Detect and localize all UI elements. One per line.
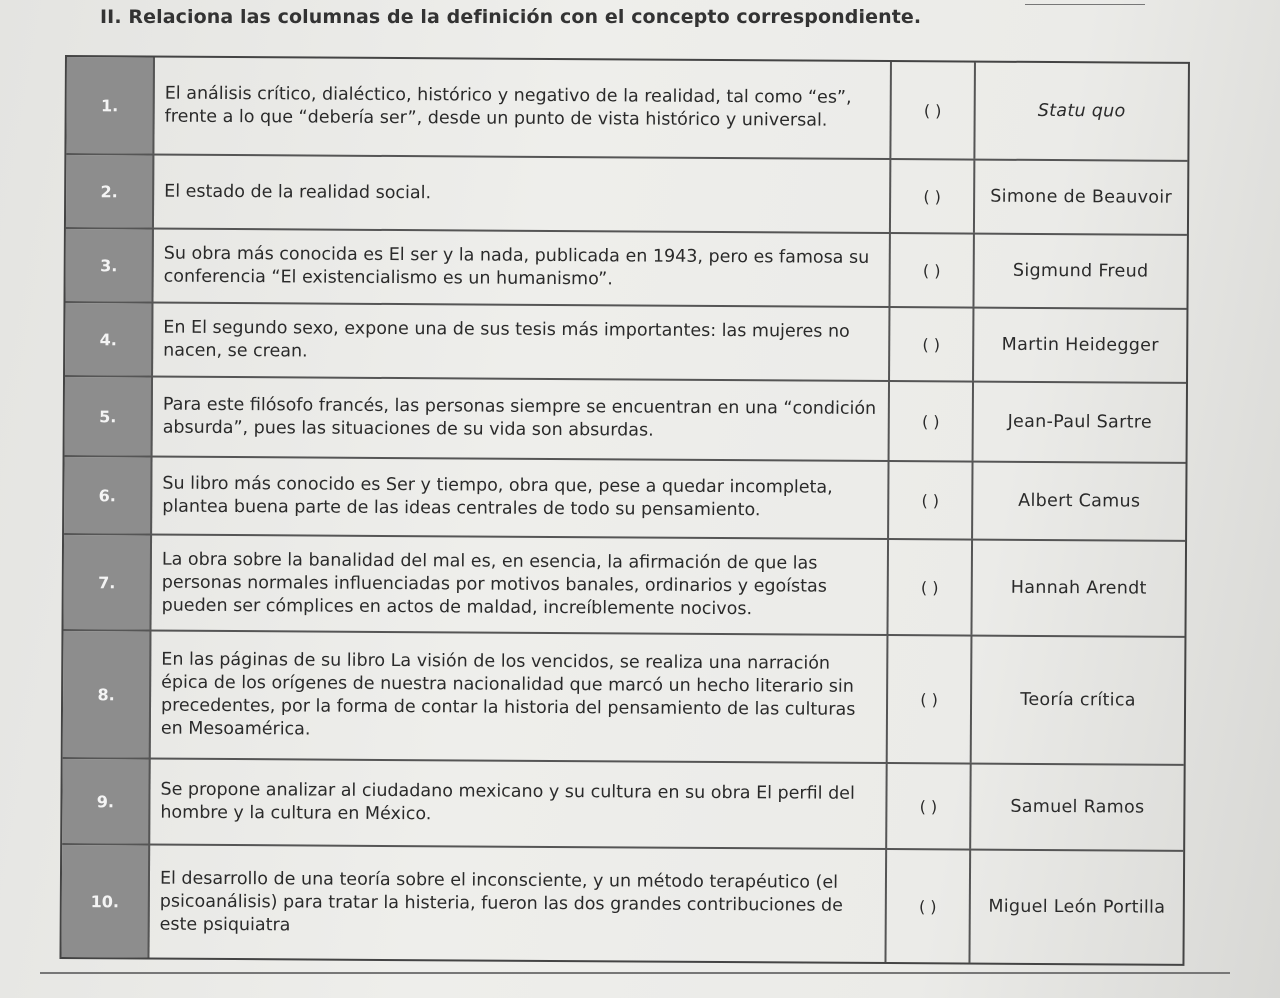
- table-row: [61, 845, 1183, 964]
- matching-table: [59, 55, 1190, 966]
- definition-text: Se propone analizar al ciudadano mexicano y su cultura en su obra El perfil del hombre y la cultura en México.: [160, 779, 855, 825]
- row-number: 2.: [66, 155, 154, 228]
- row-number: 6.: [64, 457, 152, 534]
- answer-blank[interactable]: ( ): [889, 462, 973, 539]
- table-row: [65, 303, 1186, 384]
- definition-cell: [153, 230, 890, 307]
- row-number: 10.: [61, 845, 150, 958]
- concept-cell: Miguel León Portilla: [988, 896, 1166, 918]
- definition-cell: [151, 632, 889, 762]
- definition-text: Su libro más conocido es Ser y tiempo, obra que, pese a quedar incompleta, plantea buena parte de las ideas centrales de todo su pensamiento.: [162, 473, 833, 521]
- table-row: [64, 457, 1185, 542]
- row-number: 1.: [66, 57, 155, 154]
- definition-text: El análisis crítico, dialéctico, histórico y negativo de la realidad, tal como “es”, frente a lo que “debería ser”, desde un punto de vista histórico y universal.: [164, 83, 852, 131]
- row-number: 9.: [62, 759, 151, 844]
- definition-text: Para este filósofo francés, las personas siempre se encuentran en una “condición absurda”, pues las situaciones de su vida son absurdas.: [162, 394, 877, 441]
- table-row: [66, 57, 1188, 162]
- definition-text: El desarrollo de una teoría sobre el inconsciente, y un método terapéutico (el psicoanálisis) para tratar la histeria, fueron las dos grandes contribuciones de este psiquiatra: [159, 868, 844, 935]
- definition-text: La obra sobre la banalidad del mal es, en esencia, la afirmación de que las personas normales influenciadas por motivos banales, ordinarios y egoístas pueden ser cómplices en actos de maldad, increíblemente nocivos.: [161, 549, 827, 619]
- definition-cell: [154, 58, 892, 159]
- definition-text: En El segundo sexo, expone una de sus tesis más importantes: las mujeres no nacen, se crean.: [163, 317, 850, 362]
- answer-blank[interactable]: ( ): [891, 160, 975, 233]
- answer-blank[interactable]: ( ): [886, 850, 971, 963]
- concept-cell: Sigmund Freud: [1012, 260, 1149, 282]
- concept-cell: Teoría crítica: [1020, 689, 1136, 711]
- answer-blank[interactable]: ( ): [890, 382, 974, 461]
- definition-cell: [149, 846, 887, 962]
- bottom-rule: [40, 972, 1230, 974]
- concept-cell: Samuel Ramos: [1010, 796, 1145, 818]
- table-row: [66, 155, 1187, 236]
- top-rule: [1025, 4, 1145, 5]
- concept-cell: Hannah Arendt: [1010, 577, 1147, 599]
- answer-blank[interactable]: ( ): [890, 234, 974, 307]
- concept-cell: Statu quo: [1037, 100, 1126, 122]
- concept-cell: Simone de Beauvoir: [990, 186, 1173, 208]
- table-row: [63, 535, 1185, 638]
- definition-cell: [154, 156, 891, 233]
- table-row: [65, 229, 1186, 310]
- table-row: [62, 759, 1184, 852]
- definition-cell: [152, 458, 889, 539]
- answer-blank[interactable]: ( ): [891, 62, 976, 159]
- row-number: 4.: [65, 303, 153, 376]
- row-number: 3.: [65, 229, 153, 302]
- definition-text: En las páginas de su libro La visión de los vencidos, se realiza una narración épica de los orígenes de nuestra nacionalidad que marcó un hecho literario sin precedentes, por la forma de contar la historia del pensamiento de las culturas en Mesoamérica.: [160, 649, 856, 740]
- instruction-text: II. Relaciona las columnas de la definición con el concepto correspondiente.: [100, 6, 922, 28]
- definition-text: El estado de la realidad social.: [164, 181, 432, 203]
- concept-cell: Albert Camus: [1018, 490, 1141, 512]
- definition-cell: [150, 760, 887, 849]
- concept-cell: Martin Heidegger: [1001, 334, 1159, 356]
- row-number: 7.: [63, 535, 152, 630]
- definition-cell: [153, 304, 890, 381]
- answer-blank[interactable]: ( ): [887, 764, 972, 849]
- answer-blank[interactable]: ( ): [888, 636, 973, 763]
- table-row: [63, 631, 1185, 766]
- row-number: 5.: [65, 377, 153, 456]
- definition-cell: [151, 536, 889, 635]
- definition-text: Su obra más conocida es El ser y la nada, publicada en 1943, pero es famosa su conferencia “El existencialismo es un humanismo”.: [163, 243, 870, 290]
- definition-cell: [153, 378, 890, 461]
- table-row: [65, 377, 1186, 464]
- answer-blank[interactable]: ( ): [890, 308, 974, 381]
- answer-blank[interactable]: ( ): [888, 540, 973, 635]
- concept-cell: Jean-Paul Sartre: [1007, 411, 1153, 433]
- row-number: 8.: [63, 631, 152, 758]
